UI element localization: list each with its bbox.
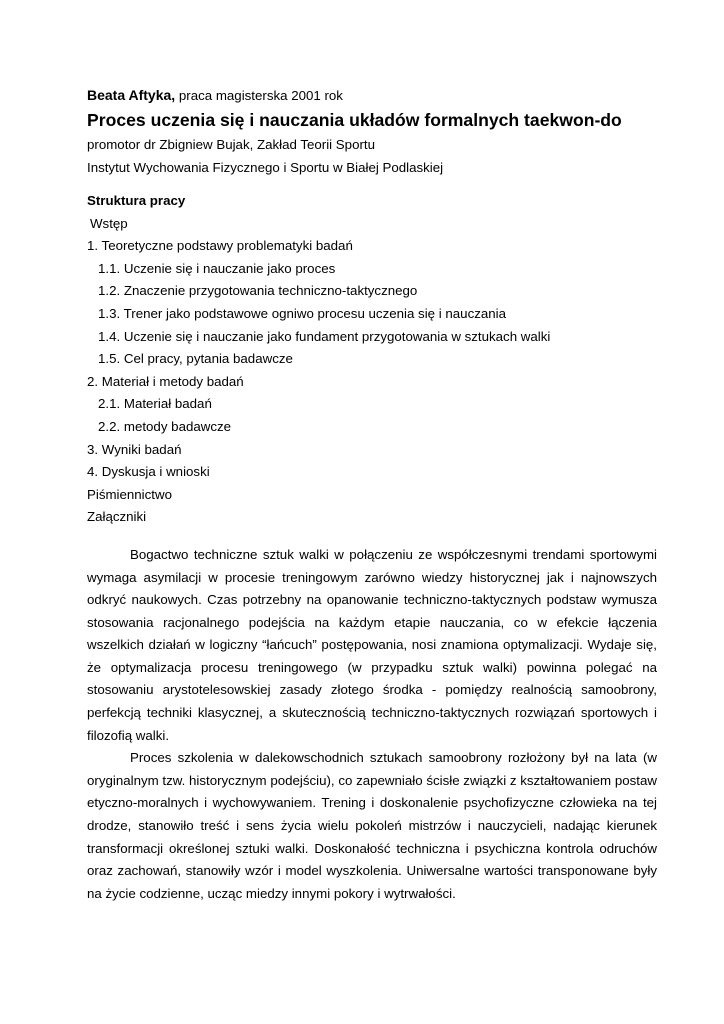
toc-intro: Wstęp (90, 215, 128, 231)
toc-item-1-3: 1.3. Trener jako podstawowe ogniwo procesu uczenia się i nauczania (98, 305, 507, 321)
toc-item-1-5: 1.5. Cel pracy, pytania badawcze (98, 351, 293, 367)
author-line (87, 84, 657, 107)
body-text (87, 544, 657, 906)
toc-heading: Struktura pracy (87, 193, 186, 208)
toc-item-2-2: 2.2. metody badawcze (98, 418, 232, 434)
thesis-title: Proces uczenia się i nauczania układów formalnych taekwon-do (87, 110, 622, 130)
thesis-info: praca magisterska 2001 rok (175, 88, 343, 103)
toc-appendices: Załączniki (87, 509, 147, 525)
author-name: Beata Aftyka, (87, 87, 176, 103)
toc-item-1-4: 1.4. Uczenie się i nauczanie jako fundament przygotowania w sztukach walki (98, 328, 551, 344)
toc-chapter-3: 3. Wyniki badań (87, 441, 182, 457)
toc-chapter-2: 2. Materiał i metody badań (87, 373, 244, 389)
institute-line: Instytut Wychowania Fizycznego i Sportu w Białej Podlaskiej (87, 160, 444, 175)
toc-item-1-2: 1.2. Znaczenie przygotowania techniczno-taktycznego (98, 283, 418, 299)
toc-chapter-1: 1. Teoretyczne podstawy problematyki badań (87, 238, 353, 254)
toc-item-2-1: 2.1. Materiał badań (98, 396, 212, 412)
paragraph-1: Bogactwo techniczne sztuk walki w połączeniu ze współczesnymi trendami sportowymi wymaga asymilacji w procesie treningowym zarówno wiedzy historycznej jak i najnowszych odkryć naukowych. Czas potrzebny na opanowanie techniczno-taktycznych podstaw wymusza stosowania racjonalnego podejścia na każdym etapie nauczania, co w efekcie łączenia wszelkich działań w logiczny “łańcuch” postępowania, nosi znamiona optymalizacji. Wydaje się, że optymalizacja procesu treningowego (w przypadku sztuk walki) powinna polegać na stosowaniu arystotelesowskiej zasady złotego środka - pomiędzy realnością samoobrony, perfekcją techniki klasycznej, a skutecznością techniczno-taktycznych rozwiązań sportowych i filozofią walki. (87, 546, 657, 743)
toc-chapter-4: 4. Dyskusja i wnioski (87, 464, 210, 480)
promoter-line: promotor dr Zbigniew Bujak, Zakład Teorii Sportu (87, 137, 375, 152)
toc-bibliography: Piśmiennictwo (87, 486, 172, 502)
toc-item-1-1: 1.1. Uczenie się i nauczanie jako proces (98, 260, 336, 276)
document-page (87, 84, 657, 905)
paragraph-2: Proces szkolenia w dalekowschodnich sztukach samoobrony rozłożony był na lata (w oryginalnym tzw. historycznym podejściu), co zapewniało ścisłe związki z kształtowaniem postaw etyczno-moralnych i wychowywaniem. Trening i doskonalenie psychofizyczne człowieka na tej drodze, stanowiło treść i sens życia wielu pokoleń mistrzów i nauczycieli, nadając kierunek transformacji określonej sztuki walki. Doskonałość techniczna i psychiczna kontrola odruchów oraz zachowań, stanowiły wzór i model wyszkolenia. Uniwersalne wartości transponowane były na życie codzienne, ucząc miedzy innymi pokory i wytrwałości. (87, 750, 657, 901)
